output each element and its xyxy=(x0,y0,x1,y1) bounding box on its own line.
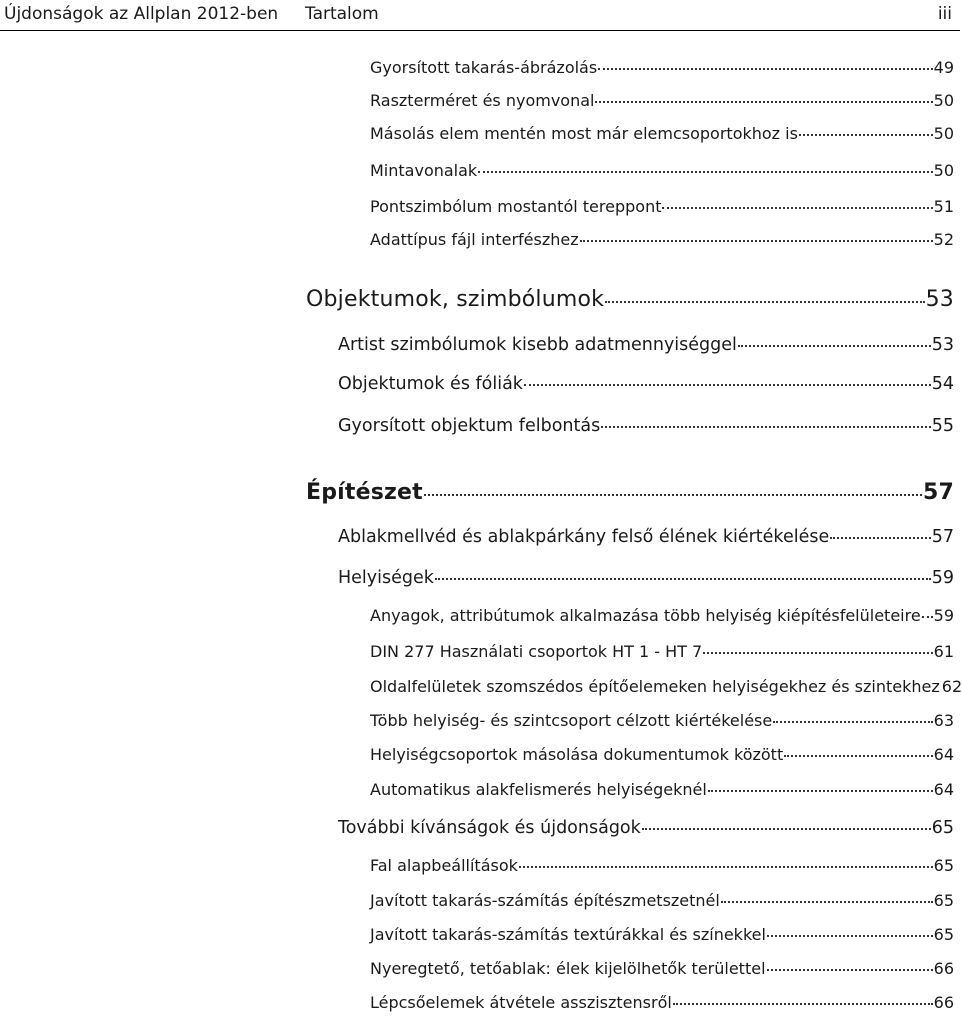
dot-leader xyxy=(601,426,931,428)
toc-section-title: Gyorsított objektum felbontás xyxy=(338,416,601,436)
page-header xyxy=(0,0,960,30)
dot-leader xyxy=(922,616,933,618)
toc-entry[interactable] xyxy=(370,959,954,978)
toc-section-title: Objektumok és fóliák xyxy=(338,374,523,394)
dot-leader xyxy=(595,101,932,103)
document-title: Újdonságok az Allplan 2012-ben xyxy=(4,4,279,24)
toc-section-title: Helyiségek xyxy=(338,568,434,588)
dot-leader xyxy=(708,790,933,792)
toc-entry-page: 64 xyxy=(933,780,954,799)
toc-section[interactable] xyxy=(338,568,954,588)
header-divider xyxy=(0,30,960,31)
toc-section[interactable] xyxy=(338,335,954,355)
toc-entry-page: 61 xyxy=(933,642,954,661)
dot-leader xyxy=(662,207,932,209)
toc-section-page: 65 xyxy=(931,818,954,838)
toc-section-page: 54 xyxy=(931,374,954,394)
toc-entry-page: 50 xyxy=(933,124,954,143)
toc-entry-title: Lépcsőelemek átvétele asszisztensről xyxy=(370,993,672,1012)
dot-leader xyxy=(435,578,931,580)
toc-entry-page: 50 xyxy=(933,91,954,110)
toc-entry-page: 65 xyxy=(933,925,954,944)
toc-section-page: 53 xyxy=(931,335,954,355)
toc-section[interactable] xyxy=(338,374,954,394)
toc-entry-title: Adattípus fájl interfészhez xyxy=(370,230,579,249)
toc-entry-title: Pontszimbólum mostantól tereppont xyxy=(370,197,662,216)
toc-entry[interactable] xyxy=(370,161,954,180)
dot-leader xyxy=(721,901,933,903)
toc-entry[interactable] xyxy=(370,230,954,249)
toc-chapter-title: Objektumok, szimbólumok xyxy=(306,287,605,312)
dot-leader xyxy=(519,866,933,868)
dot-leader xyxy=(673,1003,933,1005)
toc-entry[interactable] xyxy=(370,606,954,625)
dot-leader xyxy=(605,301,924,303)
toc-section[interactable] xyxy=(338,416,954,436)
toc-chapter-page: 57 xyxy=(922,480,954,505)
toc-entry-page: 52 xyxy=(933,230,954,249)
toc-entry[interactable] xyxy=(370,91,954,110)
toc-entry-page: 66 xyxy=(933,993,954,1012)
dot-leader xyxy=(738,345,931,347)
toc-entry-page: 65 xyxy=(933,891,954,910)
toc-entry[interactable] xyxy=(370,780,954,799)
toc-chapter-page: 53 xyxy=(925,287,954,312)
toc-entry-title: Javított takarás-számítás textúrákkal és színekkel xyxy=(370,925,766,944)
toc-entry[interactable] xyxy=(370,677,962,696)
toc-entry-title: Mintavonalak xyxy=(370,161,478,180)
toc-entry-title: DIN 277 Használati csoportok HT 1 - HT 7 xyxy=(370,642,703,661)
dot-leader xyxy=(642,828,931,830)
toc-entry-title: Anyagok, attribútumok alkalmazása több helyiség kiépítésfelületeire xyxy=(370,606,921,625)
dot-leader xyxy=(784,755,932,757)
dot-leader xyxy=(703,652,932,654)
toc-entry-title: Nyeregtető, tetőablak: élek kijelölhetők területtel xyxy=(370,959,766,978)
toc-entry[interactable] xyxy=(370,993,954,1012)
toc-section-title: Ablakmellvéd és ablakpárkány felső élének kiértékelése xyxy=(338,527,830,547)
toc-entry[interactable] xyxy=(370,124,954,143)
toc-entry-title: Automatikus alakfelismerés helyiségeknél xyxy=(370,780,707,799)
toc-entry-title: Raszterméret és nyomvonal xyxy=(370,91,595,110)
toc-entry-title: Javított takarás-számítás építészmetszetnél xyxy=(370,891,720,910)
section-title: Tartalom xyxy=(305,4,379,24)
toc-entry-title: Helyiségcsoportok másolása dokumentumok között xyxy=(370,745,784,764)
toc-entry-page: 66 xyxy=(933,959,954,978)
toc-entry-page: 65 xyxy=(933,856,954,875)
dot-leader xyxy=(580,240,933,242)
dot-leader xyxy=(524,384,931,386)
toc-section-page: 55 xyxy=(931,416,954,436)
toc-entry-page: 50 xyxy=(933,161,954,180)
toc-entry[interactable] xyxy=(370,711,954,730)
toc-entry-title: Gyorsított takarás-ábrázolás xyxy=(370,58,598,77)
toc-section-page: 59 xyxy=(931,568,954,588)
toc-section[interactable] xyxy=(338,527,954,547)
dot-leader xyxy=(598,68,932,70)
toc-entry[interactable] xyxy=(370,856,954,875)
toc-entry[interactable] xyxy=(370,745,954,764)
toc-section-title: További kívánságok és újdonságok xyxy=(338,818,641,838)
toc-section-title: Artist szimbólumok kisebb adatmennyiséggel xyxy=(338,335,737,355)
toc-entry-page: 63 xyxy=(933,711,954,730)
dot-leader xyxy=(767,935,933,937)
toc-section-page: 57 xyxy=(931,527,954,547)
toc-entry[interactable] xyxy=(370,58,954,77)
page-number: iii xyxy=(937,4,952,24)
dot-leader xyxy=(830,537,930,539)
toc-entry-title: Másolás elem mentén most már elemcsoportokhoz is xyxy=(370,124,798,143)
toc-entry-page: 49 xyxy=(933,58,954,77)
toc-entry-page: 59 xyxy=(933,606,954,625)
toc-chapter-title: Építészet xyxy=(306,480,423,505)
toc-section[interactable] xyxy=(338,818,954,838)
toc-entry-title: Több helyiség- és szintcsoport célzott kiértékelése xyxy=(370,711,773,730)
toc-entry-title: Fal alapbeállítások xyxy=(370,856,518,875)
toc-entry-page: 51 xyxy=(933,197,954,216)
toc-entry[interactable] xyxy=(370,891,954,910)
toc-chapter[interactable] xyxy=(306,287,954,312)
dot-leader xyxy=(799,134,933,136)
dot-leader xyxy=(478,171,932,173)
toc-entry-page: 64 xyxy=(933,745,954,764)
toc-entry[interactable] xyxy=(370,642,954,661)
toc-entry-page: 62 xyxy=(941,677,962,696)
toc-entry-title: Oldalfelületek szomszédos építőelemeken helyiségekhez és szintekhez xyxy=(370,677,940,696)
dot-leader xyxy=(767,969,933,971)
toc-entry[interactable] xyxy=(370,925,954,944)
toc-entry[interactable] xyxy=(370,197,954,216)
toc-chapter[interactable] xyxy=(306,480,954,505)
dot-leader xyxy=(773,721,932,723)
dot-leader xyxy=(424,494,922,496)
